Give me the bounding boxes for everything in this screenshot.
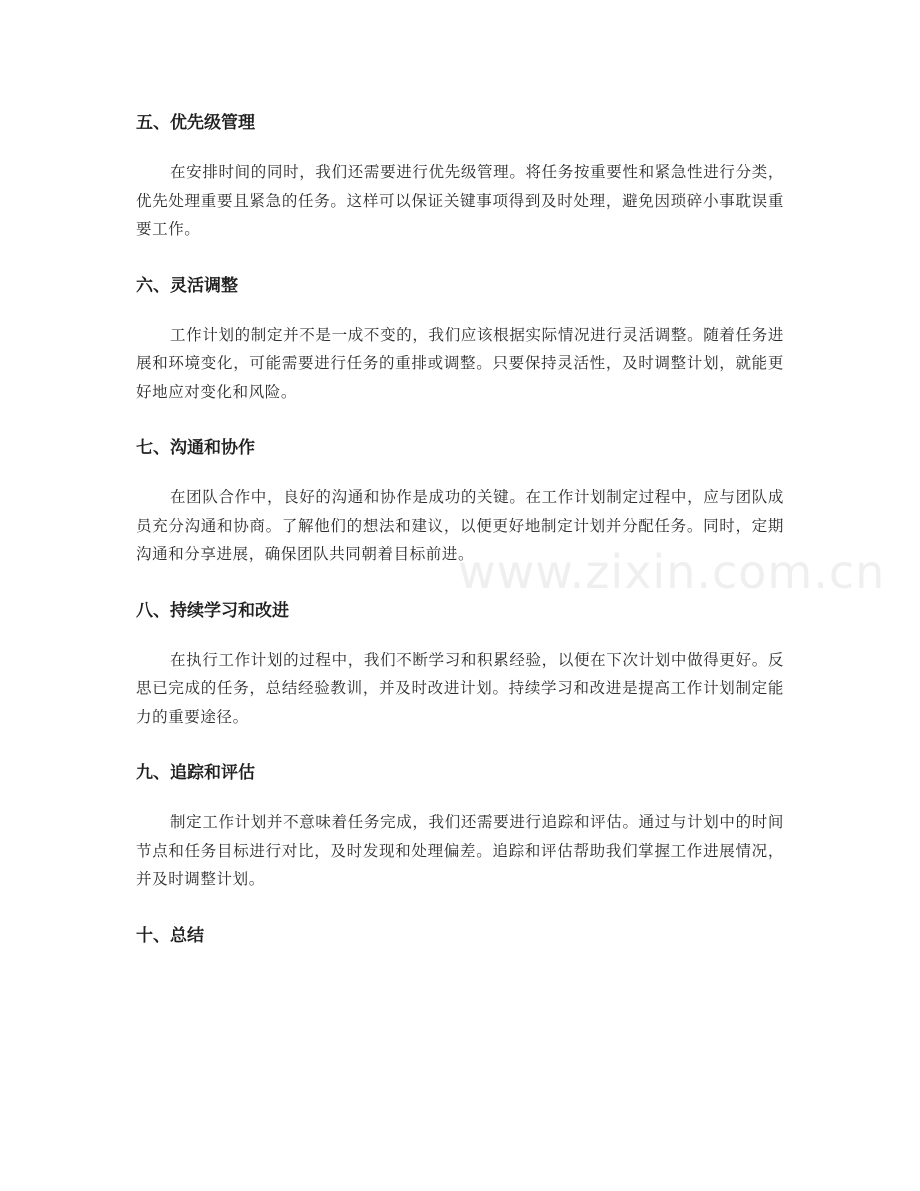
section-paragraph: 制定工作计划并不意味着任务完成，我们还需要进行追踪和评估。通过与计划中的时间节点和任务目标进行对比，及时发现和处理偏差。追踪和评估帮助我们掌握工作进展情况，并及时调整计划。 — [136, 813, 784, 888]
section-heading: 七、沟通和协作 — [136, 438, 255, 458]
section-heading: 九、追踪和评估 — [136, 763, 255, 783]
section-paragraph: 工作计划的制定并不是一成不变的，我们应该根据实际情况进行灵活调整。随着任务进展和环境变化，可能需要进行任务的重排或调整。只要保持灵活性，及时调整计划，就能更好地应对变化和风险。 — [136, 325, 784, 401]
section-priority-management — [136, 108, 784, 244]
section-paragraph: 在团队合作中，良好的沟通和协作是成功的关键。在工作计划制定过程中，应与团队成员充分沟通和协商。了解他们的想法和建议，以便更好地制定计划并分配任务。同时，定期沟通和分享进展，确保团队共同朝着目标前进。 — [136, 488, 784, 563]
section-paragraph: 在执行工作计划的过程中，我们不断学习和积累经验，以便在下次计划中做得更好。反思已完成的任务，总结经验教训，并及时改进计划。持续学习和改进是提高工作计划制定能力的重要途径。 — [136, 650, 784, 726]
section-heading: 十、总结 — [136, 925, 204, 946]
section-paragraph: 在安排时间的同时，我们还需要进行优先级管理。将任务按重要性和紧急性进行分类，优先处理重要且紧急的任务。这样可以保证关键事项得到及时处理，避免因琐碎小事耽误重要工作。 — [136, 163, 784, 238]
section-heading: 六、灵活调整 — [136, 275, 238, 296]
watermark: www.zixin.com.cn — [458, 545, 886, 599]
section-flexible-adjustment — [136, 271, 784, 407]
section-continuous-learning — [136, 596, 784, 732]
section-communication-collaboration — [136, 433, 784, 569]
section-tracking-evaluation — [136, 758, 784, 894]
section-summary — [136, 921, 784, 951]
section-heading: 五、优先级管理 — [136, 113, 255, 133]
section-heading: 八、持续学习和改进 — [136, 600, 289, 621]
